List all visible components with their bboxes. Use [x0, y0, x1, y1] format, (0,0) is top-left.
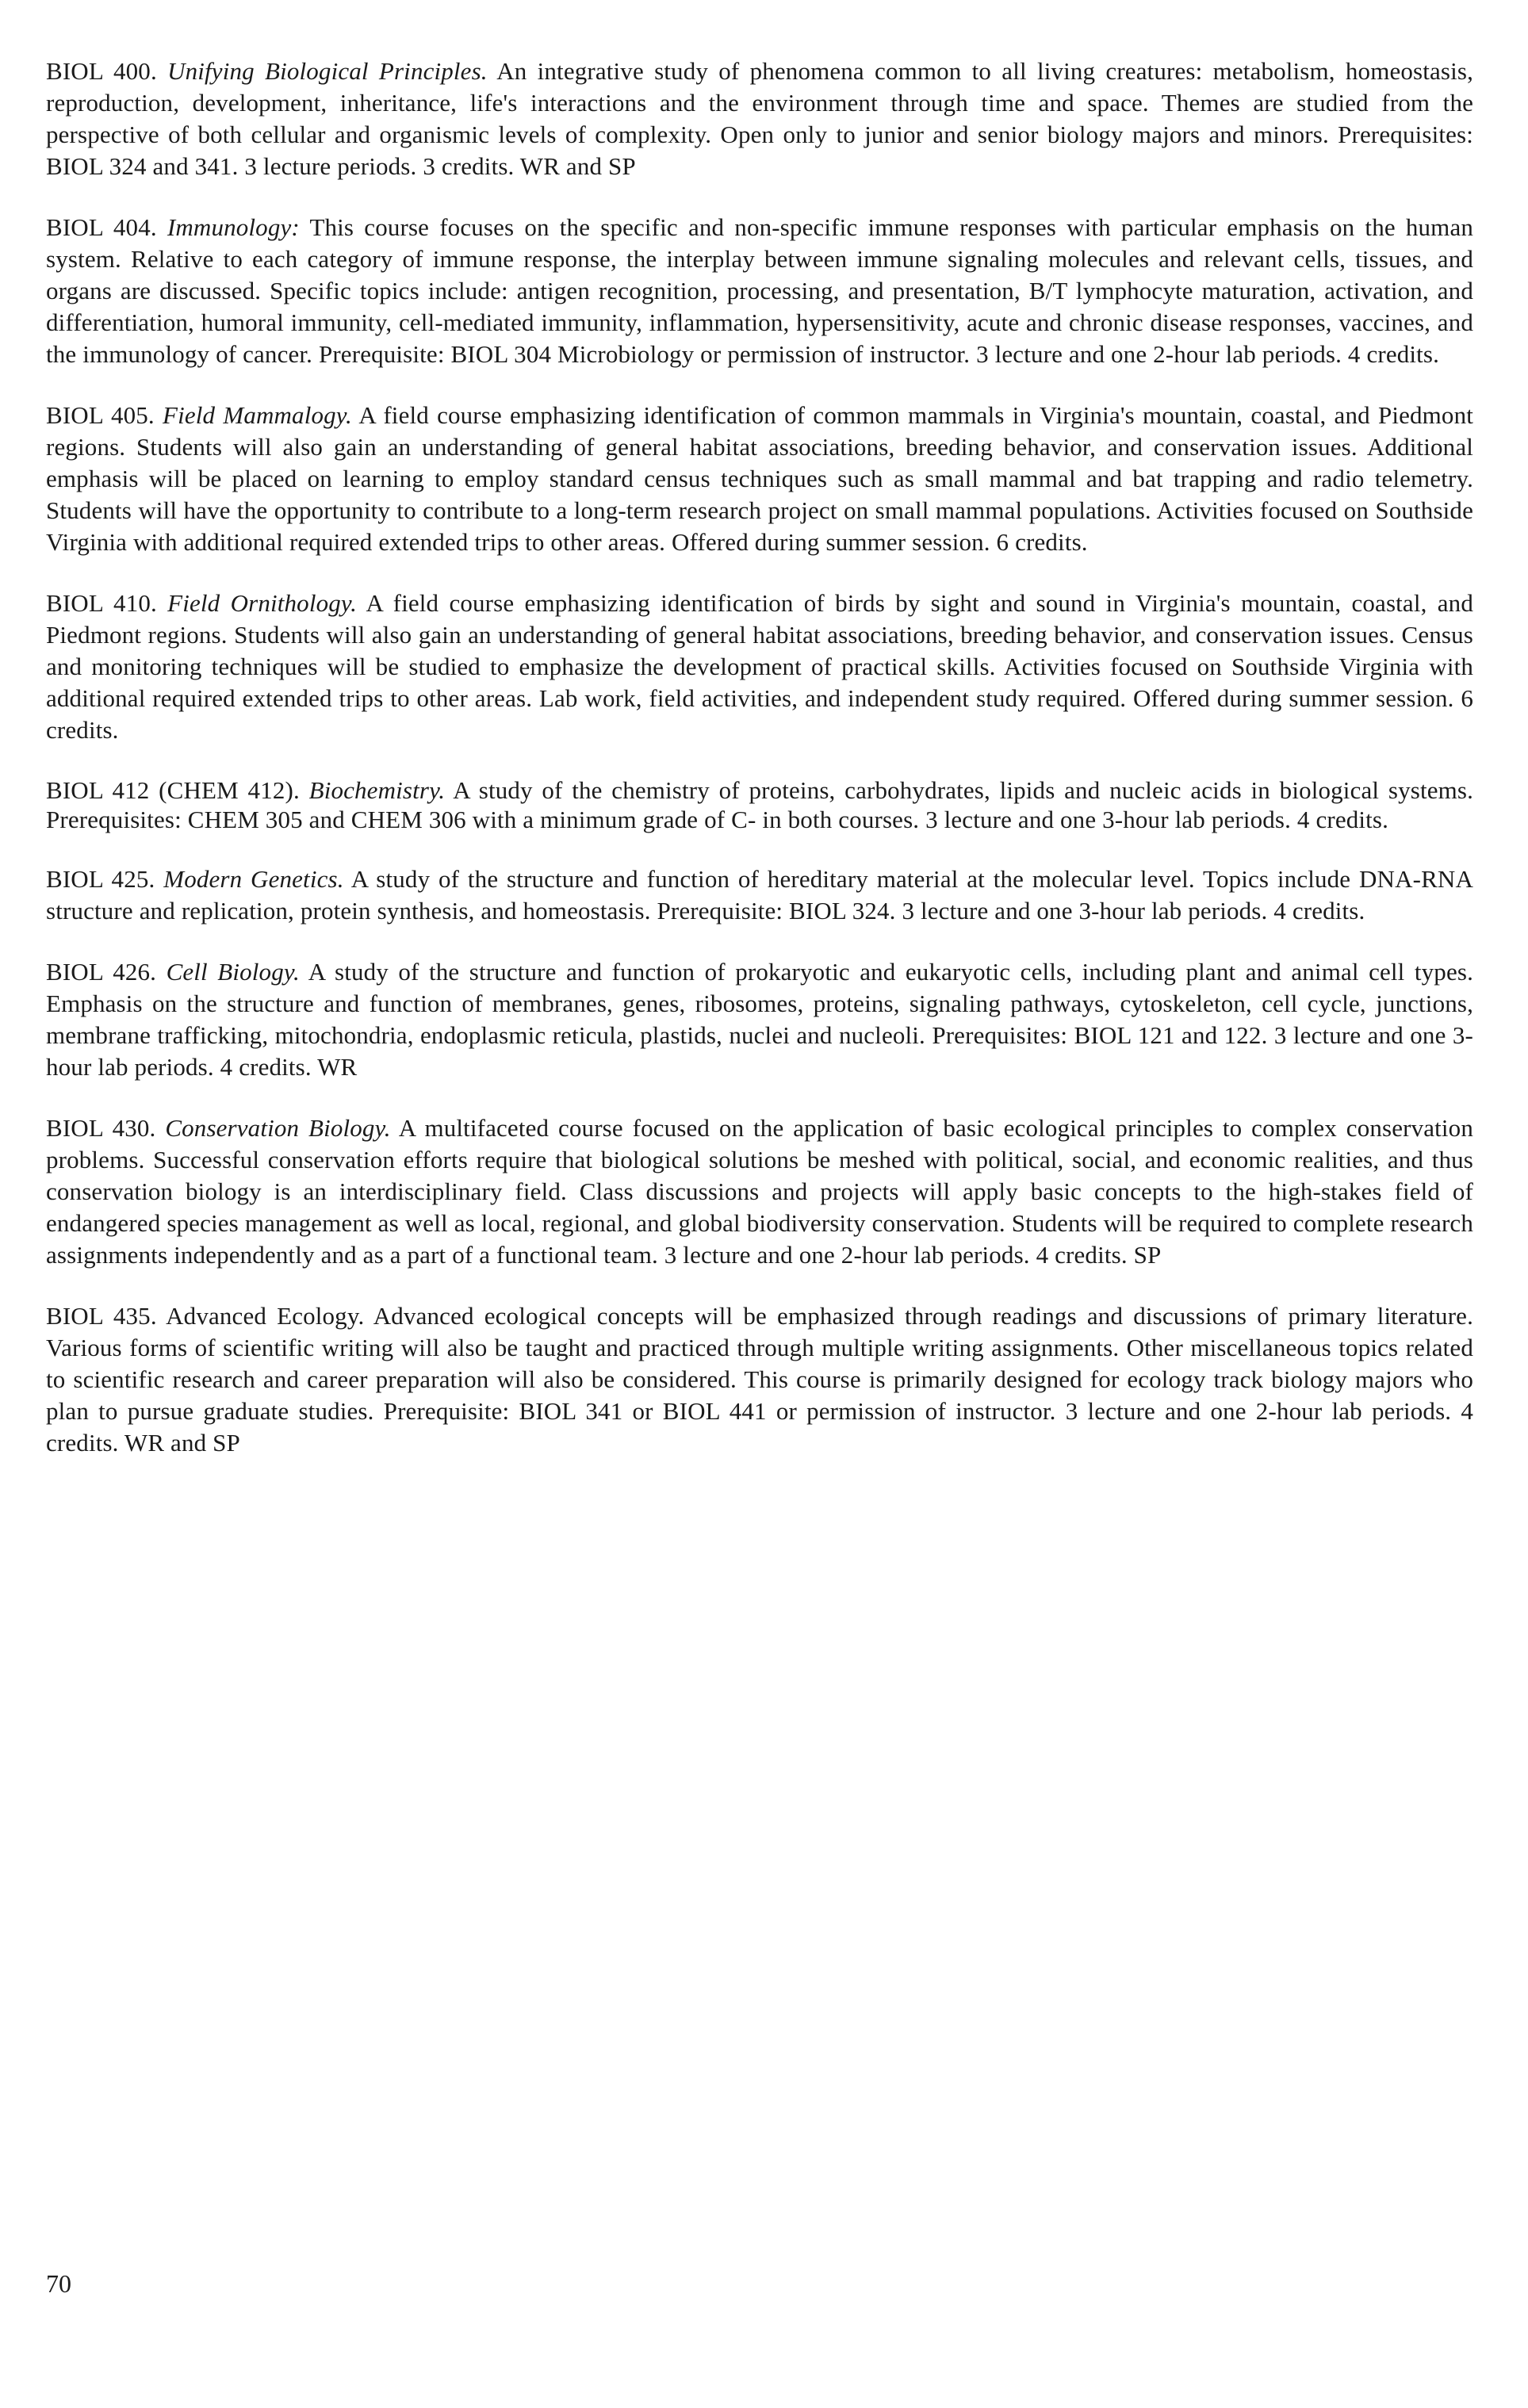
course-title: Biochemistry.	[308, 776, 446, 804]
course-title: Conservation Biology.	[165, 1114, 391, 1142]
course-entry-biol-426	[46, 956, 1473, 1083]
course-title: Field Ornithology.	[167, 589, 357, 617]
course-entry-biol-412	[46, 775, 1473, 834]
course-code: BIOL 430.	[46, 1114, 156, 1142]
course-title: Advanced Ecology.	[166, 1302, 365, 1330]
course-entry-biol-400	[46, 56, 1473, 182]
course-entry-biol-435	[46, 1300, 1473, 1459]
course-code: BIOL 405.	[46, 401, 155, 429]
course-code: BIOL 426.	[46, 958, 157, 986]
course-description: Advanced ecological concepts will be emphasized through readings and discussions of primary literature. Various forms of scientific writing will also be taught and practiced through multiple writing assignments. Other miscellaneous topics related to scientific research and career preparation will also be considered. This course is primarily designed for ecology track biology majors who plan to pursue graduate studies. Prerequisite: BIOL 341 or BIOL 441 or permission of instructor. 3 lecture and one 2-hour lab periods. 4 credits. WR and SP	[46, 1302, 1473, 1457]
page-number: 70	[46, 2269, 71, 2298]
course-entry-biol-430	[46, 1112, 1473, 1271]
course-title: Cell Biology.	[166, 958, 300, 986]
course-description: An integrative study of phenomena common to all living creatures: metabolism, homeostasis, reproduction, development, inheritance, life's interactions and the environment through time and space. Themes are studied from the perspective of both cellular and organismic levels of complexity. Open only to junior and senior biology majors and minors. Prerequisites: BIOL 324 and 341. 3 lecture periods. 3 credits. WR and SP	[46, 57, 1474, 180]
course-code: BIOL 435.	[46, 1302, 157, 1330]
course-description: A field course emphasizing identification of common mammals in Virginia's mountain, coastal, and Piedmont regions. Students will also gain an understanding of general habitat associations, breeding behavior, and conservation issues. Additional emphasis will be placed on learning to employ standard census techniques such as small mammal and bat trapping and radio telemetry. Students will have the opportunity to contribute to a long-term research project on small mammal populations. Activities focused on Southside Virginia with additional required extended trips to other areas. Offered during summer session. 6 credits.	[46, 401, 1473, 556]
course-catalog-page	[46, 56, 1473, 1488]
course-description: A study of the structure and function of prokaryotic and eukaryotic cells, including plant and animal cell types. Emphasis on the structure and function of membranes, genes, ribosomes, proteins, signaling pathways, cytoskeleton, cell cycle, junctions, membrane trafficking, mitochondria, endoplasmic reticula, plastids, nuclei and nucleoli. Prerequisites: BIOL 121 and 122. 3 lecture and one 3-hour lab periods. 4 credits. WR	[46, 958, 1473, 1081]
course-entry-biol-404	[46, 212, 1473, 370]
course-description: A study of the chemistry of proteins, carbohydrates, lipids and nucleic acids in biological systems. Prerequisites: CHEM 305 and CHEM 306 with a minimum grade of C- in both courses. 3 lecture and one 3-hour lab periods. 4 credits.	[46, 776, 1474, 833]
course-code: BIOL 404.	[46, 213, 157, 241]
course-title: Immunology:	[167, 213, 300, 241]
course-description: A study of the structure and function of hereditary material at the molecular level. Topics include DNA-RNA structure and replication, protein synthesis, and homeostasis. Prerequisite: BIOL 324. 3 lecture and one 3-hour lab periods. 4 credits.	[46, 865, 1473, 925]
course-code: BIOL 410.	[46, 589, 157, 617]
course-entry-biol-410	[46, 588, 1473, 746]
course-description: This course focuses on the specific and non-specific immune responses with particular emphasis on the human system. Relative to each category of immune response, the interplay between immune signaling molecules and relevant cells, tissues, and organs are discussed. Specific topics include: antigen recognition, processing, and presentation, B/T lymphocyte maturation, activation, and differentiation, humoral immunity, cell-mediated immunity, inflammation, hypersensitivity, acute and chronic disease responses, vaccines, and the immunology of cancer. Prerequisite: BIOL 304 Microbiology or permission of instructor. 3 lecture and one 2-hour lab periods. 4 credits.	[46, 213, 1474, 368]
course-entry-biol-425	[46, 863, 1473, 927]
course-description: A multifaceted course focused on the application of basic ecological principles to complex conservation problems. Successful conservation efforts require that biological solutions be meshed with political, social, and economic realities, and thus conservation biology is an interdisciplinary field. Class discussions and projects will apply basic concepts to the high-stakes field of endangered species management as well as local, regional, and global biodiversity conservation. Students will be required to complete research assignments independently and as a part of a functional team. 3 lecture and one 2-hour lab periods. 4 credits. SP	[46, 1114, 1473, 1269]
course-title: Unifying Biological Principles.	[167, 57, 488, 85]
course-entry-biol-405	[46, 400, 1473, 558]
course-code: BIOL 400.	[46, 57, 157, 85]
course-title: Field Mammalogy.	[163, 401, 352, 429]
course-code: BIOL 412 (CHEM 412).	[46, 776, 300, 804]
course-title: Modern Genetics.	[163, 865, 344, 893]
course-code: BIOL 425.	[46, 865, 155, 893]
course-description: A field course emphasizing identification of birds by sight and sound in Virginia's mountain, coastal, and Piedmont regions. Students will also gain an understanding of general habitat associations, breeding behavior, and conservation issues. Census and monitoring techniques will be studied to emphasize the development of practical skills. Activities focused on Southside Virginia with additional required extended trips to other areas. Lab work, field activities, and independent study required. Offered during summer session. 6 credits.	[46, 589, 1473, 744]
